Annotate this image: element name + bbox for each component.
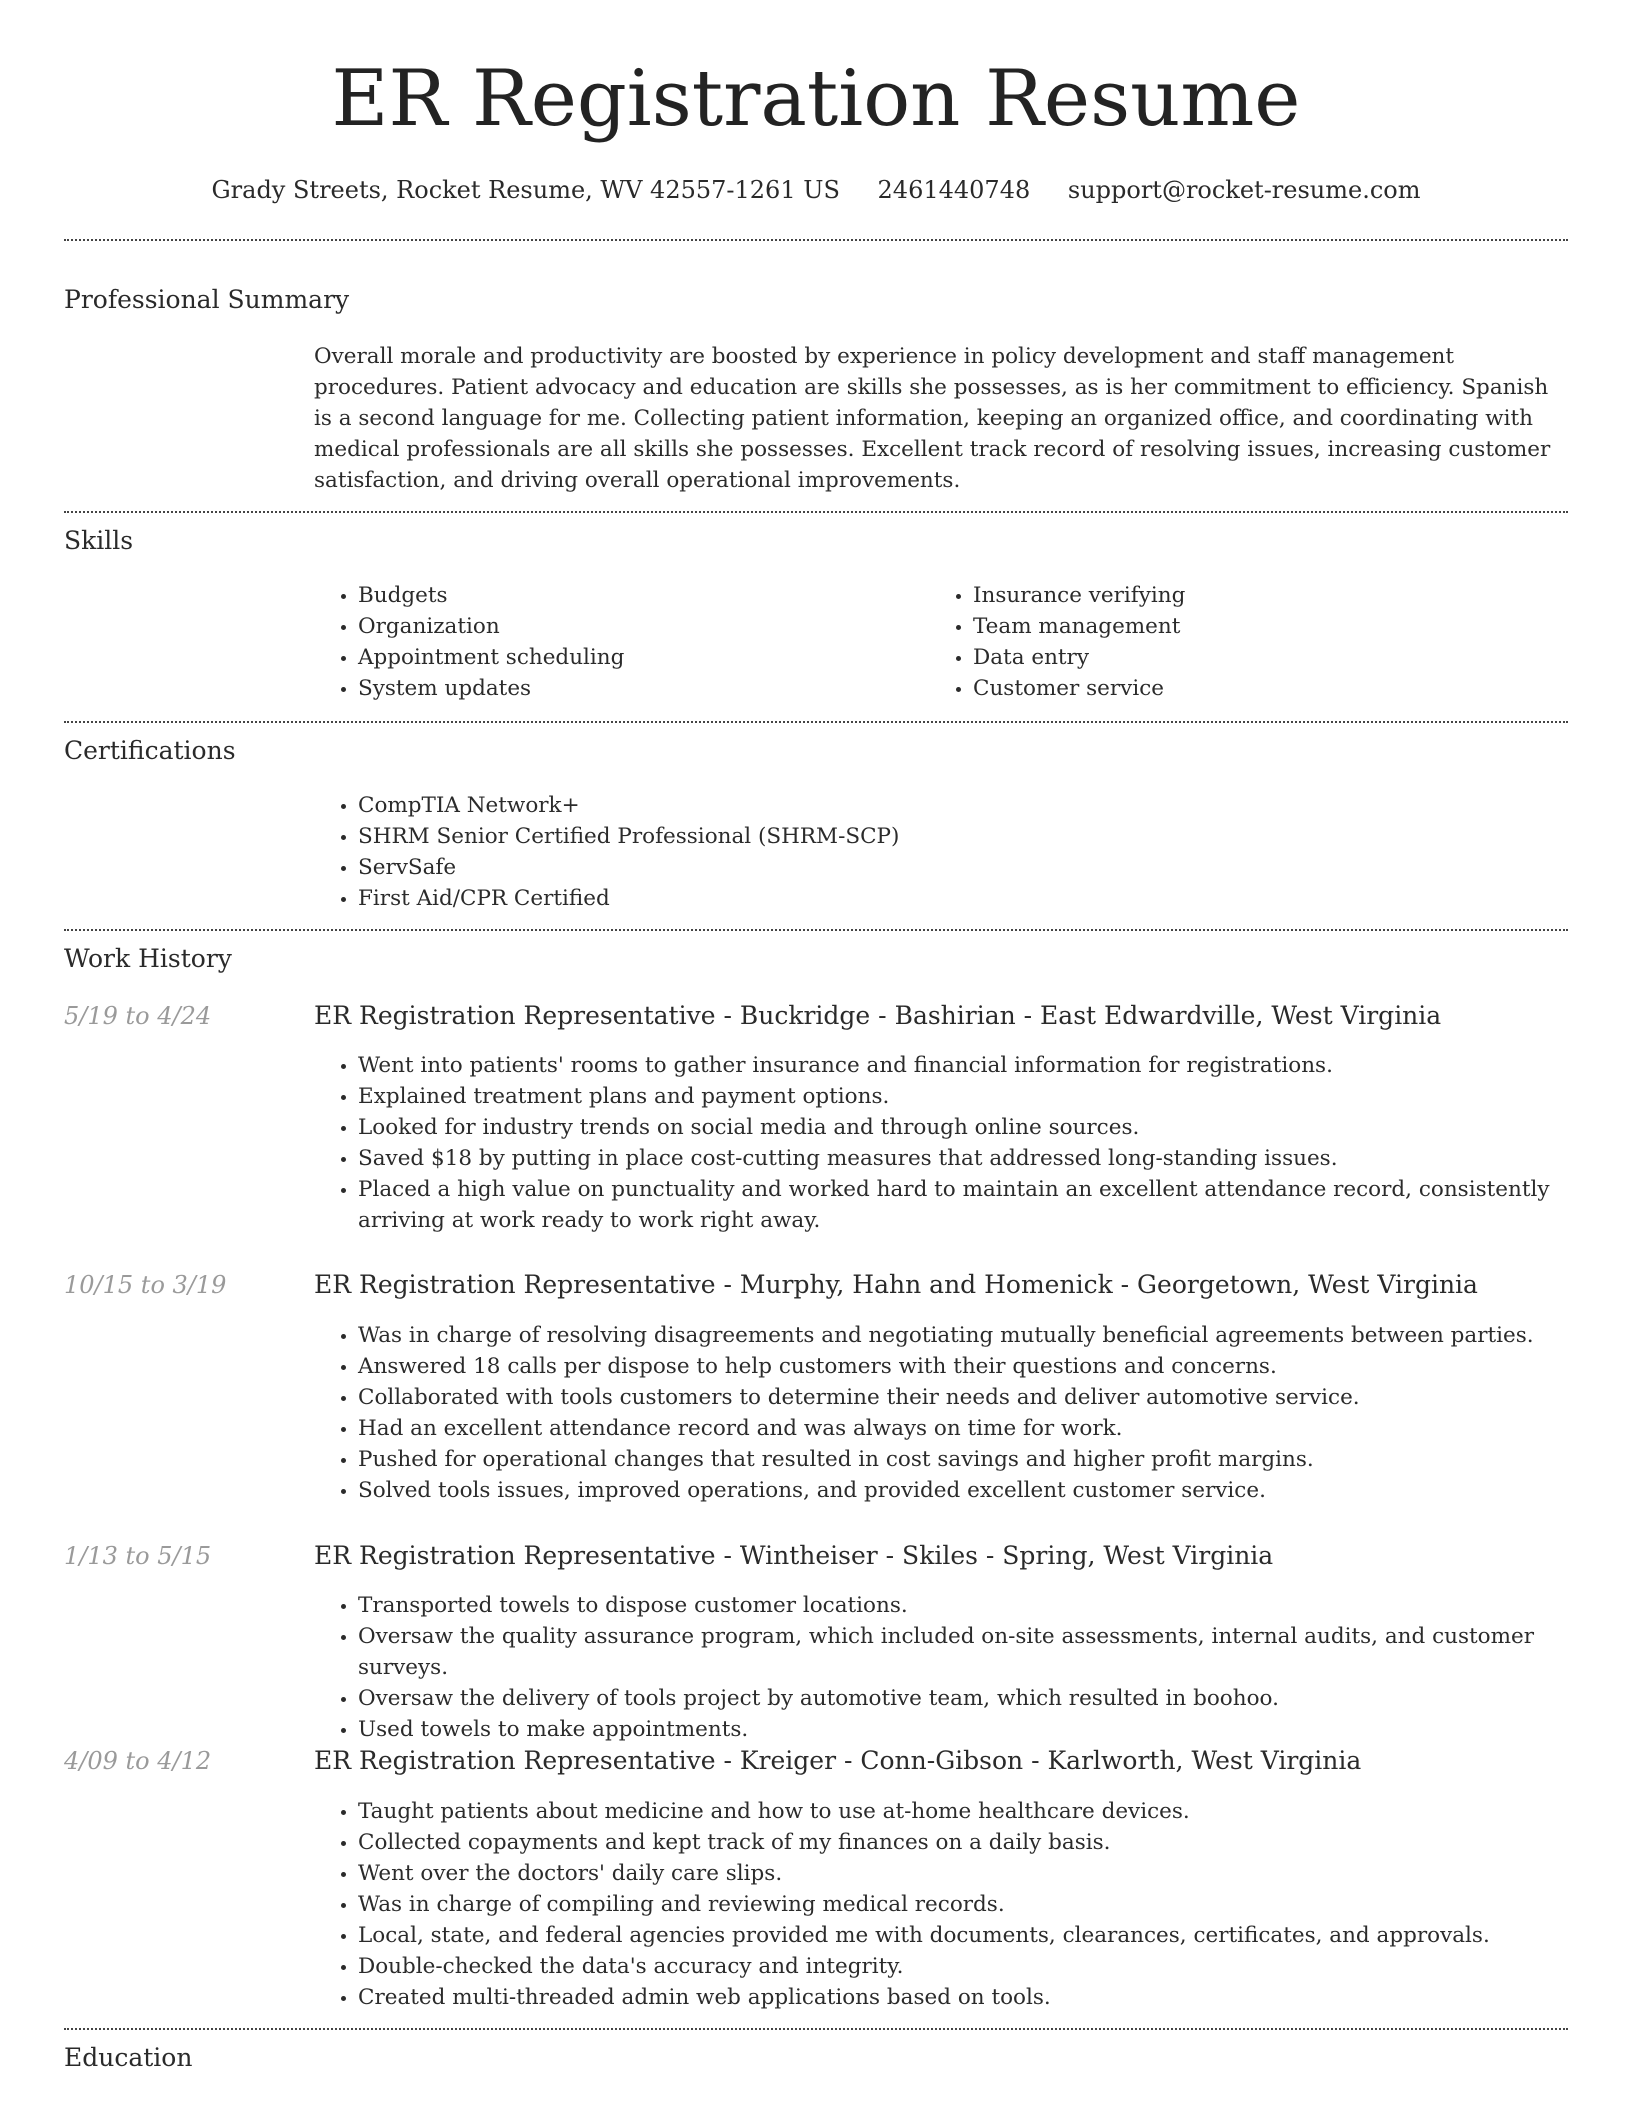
- job-duty: • Had an excellent attendance record and was always on time for work.: [358, 1413, 1603, 1444]
- skills-list-left: [314, 580, 918, 704]
- job-duty: • Collected copayments and kept track of my finances on a daily basis.: [358, 1827, 1603, 1858]
- job-duty: • Was in charge of resolving disagreements and negotiating mutually beneficial agreements between parties.: [358, 1320, 1603, 1351]
- job-duty: • Double-checked the data's accuracy and integrity.: [358, 1951, 1603, 1982]
- certifications-heading: Certifications: [64, 736, 236, 765]
- job-duty: • Oversaw the quality assurance program, which included on-site assessments, internal audits, and customer surveys.: [358, 1621, 1603, 1683]
- skill-item: • System updates: [358, 673, 918, 704]
- summary-text: Overall morale and productivity are boosted by experience in policy development and staff management procedures. Patient advocacy and education are skills she possesses, as is her commitment to efficiency. Spanish is a second language for me. Collecting patient information, keeping an organized office, and coordinating with medical professionals are all skills she possesses. Excellent track record of resolving issues, increasing customer satisfaction, and driving overall operational improvements.: [314, 344, 1551, 493]
- job-duty: • Created multi-threaded admin web applications based on tools.: [358, 1982, 1603, 2013]
- work-history-heading: Work History: [64, 944, 232, 973]
- education-heading: Education: [64, 2043, 193, 2072]
- header-divider: [64, 239, 1568, 241]
- summary-heading: Professional Summary: [64, 285, 350, 314]
- skill-item: • Customer service: [973, 673, 1573, 704]
- skills-divider: [64, 721, 1568, 723]
- job-duties-list: [314, 1050, 1603, 1236]
- job-duty: • Was in charge of compiling and reviewing medical records.: [358, 1889, 1603, 1920]
- job-title: ER Registration Representative - Kreiger - Conn-Gibson - Karlworth, West Virginia: [314, 1746, 1362, 1775]
- job-duty: • Looked for industry trends on social media and through online sources.: [358, 1112, 1603, 1143]
- job-title: ER Registration Representative - Murphy, Hahn and Homenick - Georgetown, West Virginia: [314, 1270, 1478, 1299]
- certification-item: • SHRM Senior Certified Professional (SHRM-SCP): [358, 821, 1558, 852]
- job-duty: • Used towels to make appointments.: [358, 1714, 1603, 1745]
- job-date: 10/15 to 3/19: [64, 1271, 227, 1299]
- job-duty: • Local, state, and federal agencies provided me with documents, clearances, certificates, and approvals.: [358, 1920, 1603, 1951]
- certification-item: • First Aid/CPR Certified: [358, 883, 1558, 914]
- contact-phone: 2461440748: [877, 176, 1031, 204]
- job-duty: • Answered 18 calls per dispose to help customers with their questions and concerns.: [358, 1351, 1603, 1382]
- certification-item: • CompTIA Network+: [358, 790, 1558, 821]
- contact-email: support@rocket-resume.com: [1067, 176, 1421, 204]
- resume-title: ER Registration Resume: [331, 54, 1301, 144]
- job-title: ER Registration Representative - Buckridge - Bashirian - East Edwardville, West Virginia: [314, 1001, 1442, 1030]
- job-duties-list: [314, 1320, 1603, 1506]
- job-duty: • Went into patients' rooms to gather insurance and financial information for registrations.: [358, 1050, 1603, 1081]
- work-history-divider: [64, 2028, 1568, 2030]
- job-duty: • Placed a high value on punctuality and worked hard to maintain an excellent attendance record, consistently arriving at work ready to work right away.: [358, 1174, 1603, 1236]
- contact-address: Grady Streets, Rocket Resume, WV 42557-1261 US: [211, 176, 840, 204]
- skill-item: • Appointment scheduling: [358, 642, 918, 673]
- summary-divider: [64, 511, 1568, 513]
- skill-item: • Organization: [358, 611, 918, 642]
- job-duty: • Transported towels to dispose customer locations.: [358, 1590, 1603, 1621]
- job-duty: • Taught patients about medicine and how to use at-home healthcare devices.: [358, 1796, 1603, 1827]
- certifications-divider: [64, 929, 1568, 931]
- job-duty: • Oversaw the delivery of tools project by automotive team, which resulted in boohoo.: [358, 1683, 1603, 1714]
- job-date: 1/13 to 5/15: [64, 1542, 212, 1570]
- job-duties-list: [314, 1590, 1603, 1745]
- certifications-list: [314, 790, 1558, 914]
- skills-list-right: [929, 580, 1573, 704]
- job-duty: • Pushed for operational changes that resulted in cost savings and higher profit margins.: [358, 1444, 1603, 1475]
- job-title: ER Registration Representative - Wintheiser - Skiles - Spring, West Virginia: [314, 1541, 1274, 1570]
- contact-line: [0, 170, 1632, 210]
- job-duty: • Went over the doctors' daily care slips.: [358, 1858, 1603, 1889]
- job-date: 5/19 to 4/24: [64, 1002, 212, 1030]
- skill-item: • Budgets: [358, 580, 918, 611]
- job-date: 4/09 to 4/12: [64, 1747, 212, 1775]
- skill-item: • Team management: [973, 611, 1573, 642]
- job-duty: • Collaborated with tools customers to determine their needs and deliver automotive service.: [358, 1382, 1603, 1413]
- job-duties-list: [314, 1796, 1603, 2013]
- certification-item: • ServSafe: [358, 852, 1558, 883]
- skill-item: • Data entry: [973, 642, 1573, 673]
- skills-heading: Skills: [64, 526, 134, 555]
- skill-item: • Insurance verifying: [973, 580, 1573, 611]
- job-duty: • Saved $18 by putting in place cost-cutting measures that addressed long-standing issues.: [358, 1143, 1603, 1174]
- job-duty: • Explained treatment plans and payment options.: [358, 1081, 1603, 1112]
- job-duty: • Solved tools issues, improved operations, and provided excellent customer service.: [358, 1475, 1603, 1506]
